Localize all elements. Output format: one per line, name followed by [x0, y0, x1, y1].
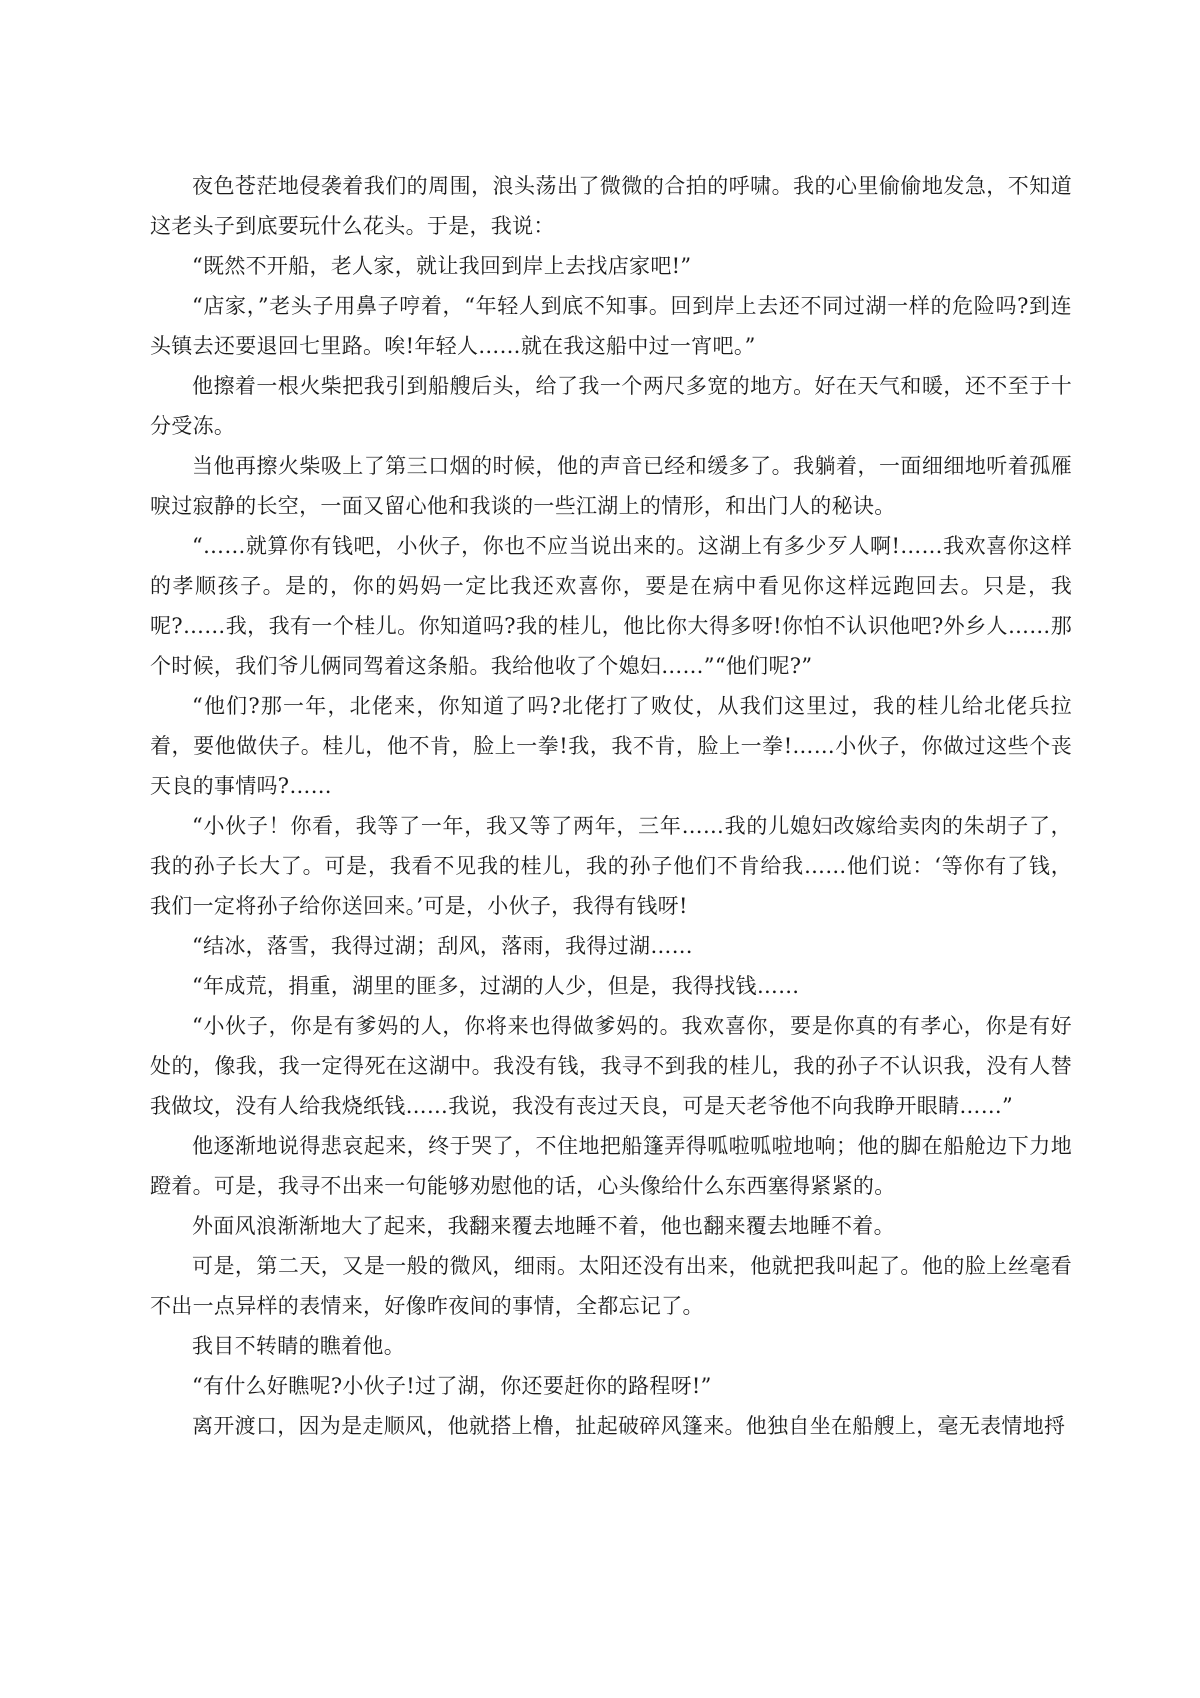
paragraph: 外面风浪渐渐地大了起来，我翻来覆去地睡不着，他也翻来覆去地睡不着。: [192, 1214, 895, 1238]
paragraph: “年成荒，捐重，湖里的匪多，过湖的人少，但是，我得找钱……: [192, 974, 800, 998]
paragraph: 离开渡口，因为是走顺风，他就搭上橹，扯起破碎风篷来。他独自坐在船艘上，毫无表情地捋: [192, 1414, 1066, 1438]
story-text: [150, 166, 1072, 1446]
paragraph: 夜色苍茫地侵袭着我们的周围，浪头荡出了微微的合拍的呼啸。我的心里偷偷地发急，不知道这老头子到底要玩什么花头。于是，我说：: [150, 174, 1072, 238]
paragraph: “……就算你有钱吧，小伙子，你也不应当说出来的。这湖上有多少歹人啊!……我欢喜你这样的孝顺孩子。是的，你的妈妈一定比我还欢喜你，要是在病中看见你这样远跑回去。只是，我呢?……我，我有一个桂儿。你知道吗?我的桂儿，他比你大得多呀!你怕不认识他吧?外乡人……那个时候，我们爷儿俩同驾着这条船。我给他收了个媳妇……”“他们呢?”: [150, 534, 1072, 678]
paragraph: “既然不开船，老人家，就让我回到岸上去找店家吧!”: [192, 254, 692, 278]
paragraph: 可是，第二天，又是一般的微风，细雨。太阳还没有出来，他就把我叫起了。他的脸上丝毫看不出一点异样的表情来，好像昨夜间的事情，全都忘记了。: [150, 1254, 1072, 1318]
paragraph: 当他再擦火柴吸上了第三口烟的时候，他的声音已经和缓多了。我躺着，一面细细地听着孤雁唳过寂静的长空，一面又留心他和我谈的一些江湖上的情形，和出门人的秘诀。: [150, 454, 1072, 518]
paragraph: “他们?那一年，北佬来，你知道了吗?北佬打了败仗，从我们这里过，我的桂儿给北佬兵拉着，要他做伕子。桂儿，他不肯，脸上一拳!我，我不肯，脸上一拳!……小伙子，你做过这些个丧天良的事情吗?……: [150, 694, 1072, 798]
paragraph: “小伙子！你看，我等了一年，我又等了两年，三年……我的儿媳妇改嫁给卖肉的朱胡子了，我的孙子长大了。可是，我看不见我的桂儿，我的孙子他们不肯给我……他们说：‘等你有了钱，我们一定将孙子给你送回来。’可是，小伙子，我得有钱呀!: [150, 814, 1072, 918]
paragraph: 他擦着一根火柴把我引到船艘后头，给了我一个两尺多宽的地方。好在天气和暖，还不至于十分受冻。: [150, 374, 1072, 438]
paragraph: “有什么好瞧呢?小伙子!过了湖，你还要赶你的路程呀!”: [192, 1374, 712, 1398]
paragraph: 他逐渐地说得悲哀起来，终于哭了，不住地把船篷弄得呱啦呱啦地响；他的脚在船舱边下力地蹬着。可是，我寻不出来一句能够劝慰他的话，心头像给什么东西塞得紧紧的。: [150, 1134, 1072, 1198]
paragraph: “店家，”老头子用鼻子哼着，“年轻人到底不知事。回到岸上去还不同过湖一样的危险吗?到连头镇去还要退回七里路。唉!年轻人……就在我这船中过一宵吧。”: [150, 294, 1072, 358]
paragraph: 我目不转睛的瞧着他。: [192, 1334, 405, 1358]
paragraph: “小伙子，你是有爹妈的人，你将来也得做爹妈的。我欢喜你，要是你真的有孝心，你是有好处的，像我，我一定得死在这湖中。我没有钱，我寻不到我的桂儿，我的孙子不认识我，没有人替我做坟，没有人给我烧纸钱……我说，我没有丧过天良，可是天老爷他不向我睁开眼睛……”: [150, 1014, 1072, 1118]
paragraph: “结冰，落雪，我得过湖；刮风，落雨，我得过湖……: [192, 934, 693, 958]
